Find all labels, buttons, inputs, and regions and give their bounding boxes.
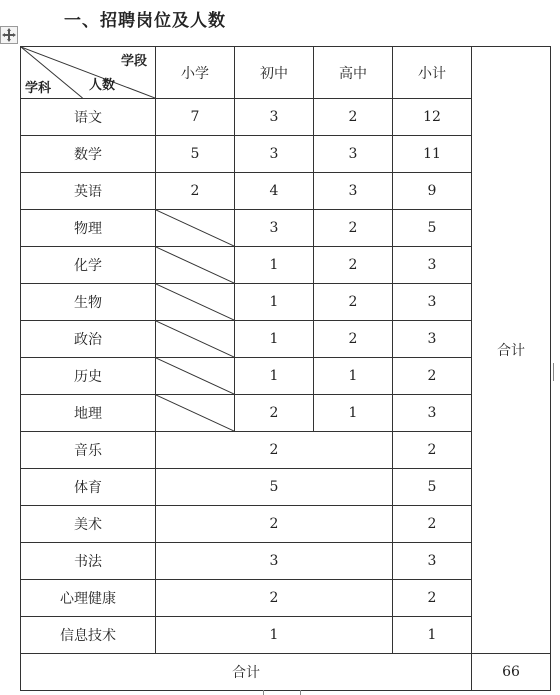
- table-row: [21, 99, 551, 136]
- not-applicable-cell: [156, 321, 235, 358]
- combined-count-cell: 5: [156, 469, 393, 506]
- header-row: [21, 47, 551, 99]
- not-applicable-cell: [156, 358, 235, 395]
- corner-label-count: 人数: [88, 78, 115, 93]
- subtotal-cell: 2: [393, 432, 472, 469]
- subject-cell: 英语: [21, 173, 156, 210]
- senior-count-cell: 3: [314, 173, 393, 210]
- senior-count-cell: 2: [314, 247, 393, 284]
- primary-count-cell: 5: [156, 136, 235, 173]
- junior-count-cell: 3: [235, 210, 314, 247]
- column-header: 高中: [314, 47, 393, 99]
- diagonal-slash: [156, 358, 234, 394]
- subject-cell: 体育: [21, 469, 156, 506]
- junior-count-cell: 3: [235, 136, 314, 173]
- diagonal-slash: [156, 395, 234, 431]
- senior-count-cell: 1: [314, 395, 393, 432]
- junior-count-cell: 4: [235, 173, 314, 210]
- subtotal-cell: 3: [393, 395, 472, 432]
- footer-total-label: 合计: [21, 654, 472, 691]
- combined-count-cell: 2: [156, 580, 393, 617]
- senior-count-cell: 3: [314, 136, 393, 173]
- total-column-label: 合计: [472, 47, 551, 654]
- subtotal-cell: 5: [393, 210, 472, 247]
- senior-count-cell: 1: [314, 358, 393, 395]
- table-move-handle[interactable]: [0, 26, 18, 44]
- primary-count-cell: 7: [156, 99, 235, 136]
- subtotal-cell: 3: [393, 543, 472, 580]
- subtotal-cell: 9: [393, 173, 472, 210]
- subject-cell: 政治: [21, 321, 156, 358]
- ruler-tick: [300, 690, 301, 695]
- subject-cell: 美术: [21, 506, 156, 543]
- junior-count-cell: 1: [235, 247, 314, 284]
- subtotal-cell: 12: [393, 99, 472, 136]
- corner-cell: [21, 47, 156, 99]
- not-applicable-cell: [156, 210, 235, 247]
- junior-count-cell: 1: [235, 358, 314, 395]
- section-heading: 一、招聘岗位及人数: [64, 11, 226, 31]
- table-row: [21, 284, 551, 321]
- subtotal-cell: 3: [393, 284, 472, 321]
- table-row: [21, 321, 551, 358]
- subject-cell: 地理: [21, 395, 156, 432]
- diagonal-slash: [156, 210, 234, 246]
- table-row: [21, 469, 551, 506]
- subject-cell: 数学: [21, 136, 156, 173]
- table-row: [21, 617, 551, 654]
- subtotal-cell: 1: [393, 617, 472, 654]
- subject-cell: 音乐: [21, 432, 156, 469]
- move-arrows-icon: [1, 27, 17, 43]
- table-row: [21, 173, 551, 210]
- combined-count-cell: 2: [156, 506, 393, 543]
- junior-count-cell: 3: [235, 99, 314, 136]
- subtotal-cell: 5: [393, 469, 472, 506]
- diagonal-slash: [156, 247, 234, 283]
- table-row: [21, 210, 551, 247]
- footer-row: [21, 654, 551, 691]
- subject-cell: 语文: [21, 99, 156, 136]
- subject-cell: 历史: [21, 358, 156, 395]
- recruitment-table: [20, 46, 551, 691]
- combined-count-cell: 1: [156, 617, 393, 654]
- senior-count-cell: 2: [314, 99, 393, 136]
- table-row: [21, 506, 551, 543]
- footer-total-value: 66: [472, 654, 551, 691]
- ruler-tick: [263, 690, 264, 695]
- corner-label-subject: 学科: [25, 81, 52, 96]
- table-row: [21, 136, 551, 173]
- subject-cell: 书法: [21, 543, 156, 580]
- junior-count-cell: 1: [235, 321, 314, 358]
- not-applicable-cell: [156, 284, 235, 321]
- not-applicable-cell: [156, 395, 235, 432]
- table-row: [21, 580, 551, 617]
- column-header: 初中: [235, 47, 314, 99]
- subtotal-cell: 3: [393, 247, 472, 284]
- junior-count-cell: 2: [235, 395, 314, 432]
- senior-count-cell: 2: [314, 210, 393, 247]
- junior-count-cell: 1: [235, 284, 314, 321]
- table-row: [21, 358, 551, 395]
- subtotal-cell: 11: [393, 136, 472, 173]
- subject-cell: 化学: [21, 247, 156, 284]
- column-header: 小学: [156, 47, 235, 99]
- subtotal-cell: 3: [393, 321, 472, 358]
- diagonal-slash: [156, 321, 234, 357]
- combined-count-cell: 2: [156, 432, 393, 469]
- table-row: [21, 432, 551, 469]
- table-row: [21, 543, 551, 580]
- diagonal-slash: [156, 284, 234, 320]
- not-applicable-cell: [156, 247, 235, 284]
- subject-cell: 信息技术: [21, 617, 156, 654]
- corner-label-stage: 学段: [120, 54, 147, 69]
- subject-cell: 物理: [21, 210, 156, 247]
- senior-count-cell: 2: [314, 284, 393, 321]
- subtotal-cell: 2: [393, 580, 472, 617]
- table-row: [21, 247, 551, 284]
- senior-count-cell: 2: [314, 321, 393, 358]
- primary-count-cell: 2: [156, 173, 235, 210]
- column-header: 小计: [393, 47, 472, 99]
- subject-cell: 生物: [21, 284, 156, 321]
- ruler-tick: [553, 363, 554, 381]
- combined-count-cell: 3: [156, 543, 393, 580]
- table-row: [21, 395, 551, 432]
- subtotal-cell: 2: [393, 506, 472, 543]
- subtotal-cell: 2: [393, 358, 472, 395]
- subject-cell: 心理健康: [21, 580, 156, 617]
